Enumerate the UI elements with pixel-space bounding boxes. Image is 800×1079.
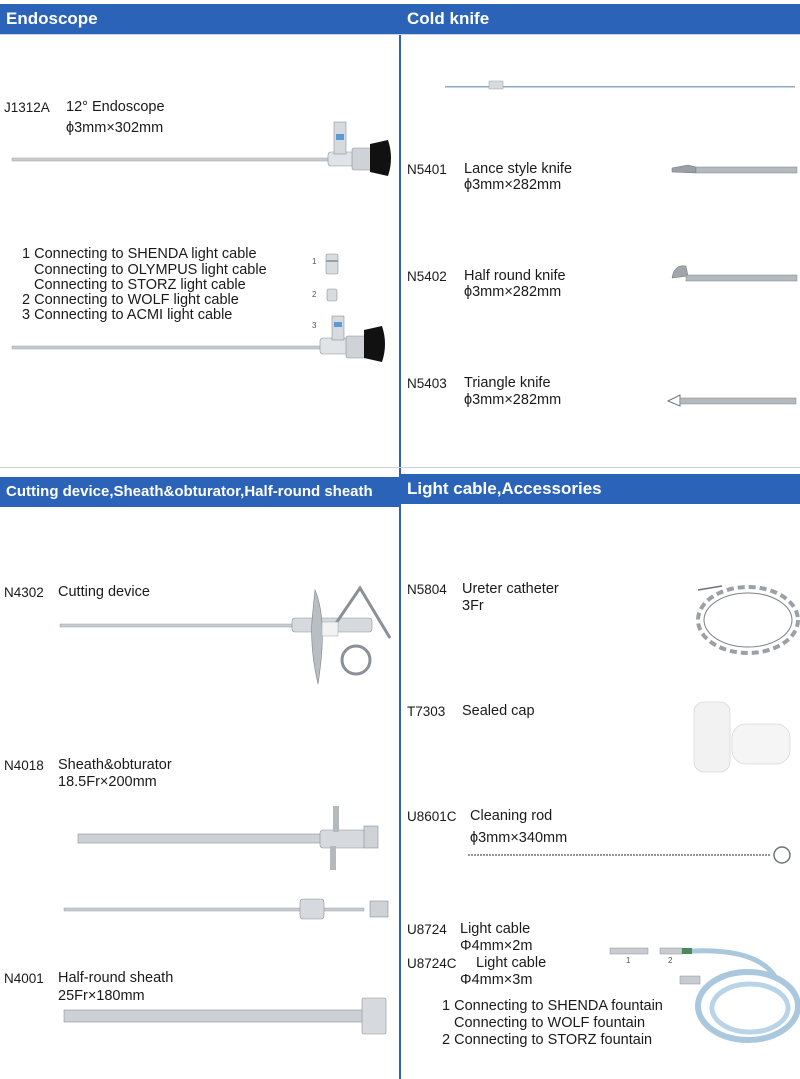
obturator-image (64, 895, 384, 925)
cutting-1-code: N4302 (4, 585, 44, 600)
half-round-sheath-image (64, 994, 394, 1040)
knife-1-code: N5401 (407, 162, 447, 177)
section-header-cold-knife: Cold knife (401, 4, 800, 34)
cutting-3-dim: 25Fr×180mm (58, 988, 145, 1004)
endoscope-code: J1312A (4, 100, 50, 115)
adapter-1-image (325, 252, 339, 276)
accessory-2-code: T7303 (407, 704, 446, 719)
knife-3-dim: ϕ3mm×282mm (464, 392, 562, 408)
knife-1-name: Lance style knife (464, 161, 573, 177)
cutting-device-image (60, 580, 400, 690)
accessory-1-name: Ureter catheter (462, 581, 559, 597)
section-header-light: Light cable,Accessories (401, 474, 800, 504)
endoscope-note-1: 1 Connecting to SHENDA light cable (22, 246, 257, 262)
endoscope-image (10, 118, 400, 188)
endoscope-note-5: 3 Connecting to ACMI light cable (22, 307, 233, 323)
light-cable-1-name: Light cable (460, 921, 531, 937)
cleaning-rod-image (468, 846, 798, 866)
section-header-endoscope: Endoscope (0, 4, 399, 34)
ureter-catheter-image (692, 578, 800, 658)
light-cable-2-dim: Φ4mm×3m (460, 972, 533, 988)
accessory-3-name: Cleaning rod (470, 808, 553, 824)
adapter-label-1: 1 (312, 257, 317, 266)
cutting-1-name: Cutting device (58, 584, 150, 600)
knife-1-image (672, 162, 797, 178)
light-cable-2-code: U8724C (407, 956, 457, 971)
light-note-1: 1 Connecting to SHENDA fountain (442, 998, 663, 1014)
endoscope-note-4: 2 Connecting to WOLF light cable (22, 292, 239, 308)
knife-2-image (672, 262, 797, 286)
knife-3-name: Triangle knife (464, 375, 551, 391)
knife-3-image (668, 394, 796, 408)
adapter-label-3: 3 (312, 321, 317, 330)
section-header-cutting: Cutting device,Sheath&obturator,Half-round sheath (0, 477, 399, 507)
sealed-cap-image (690, 698, 800, 778)
light-cable-1-dim: Φ4mm×2m (460, 938, 533, 954)
cutting-2-name: Sheath&obturator (58, 757, 172, 773)
knife-1-dim: ϕ3mm×282mm (464, 177, 562, 193)
separator-top (0, 34, 800, 35)
separator-middle (0, 467, 800, 468)
knife-2-code: N5402 (407, 269, 447, 284)
cutting-2-code: N4018 (4, 758, 44, 773)
adapter-2-image (326, 288, 338, 302)
light-note-2: Connecting to WOLF fountain (454, 1015, 646, 1031)
light-note-3: 2 Connecting to STORZ fountain (442, 1032, 653, 1048)
light-cable-1-code: U8724 (407, 922, 447, 937)
light-label-1: 1 (626, 956, 631, 965)
endoscope-note-3: Connecting to STORZ light cable (34, 277, 246, 293)
endoscope-name: 12° Endoscope (66, 99, 165, 115)
light-cable-2-name: Light cable (476, 955, 547, 971)
endoscope-note-2: Connecting to OLYMPUS light cable (34, 262, 267, 278)
adapter-label-2: 2 (312, 290, 317, 299)
cutting-3-name: Half-round sheath (58, 970, 174, 986)
cutting-2-dim: 18.5Fr×200mm (58, 774, 157, 790)
sheath-image (78, 802, 398, 882)
endoscope-assembly-image (10, 312, 400, 372)
knife-2-name: Half round knife (464, 268, 566, 284)
endoscope-dim: ϕ3mm×302mm (66, 120, 164, 136)
knife-2-dim: ϕ3mm×282mm (464, 284, 562, 300)
accessory-2-name: Sealed cap (462, 703, 535, 719)
knife-3-code: N5403 (407, 376, 447, 391)
accessory-1-code: N5804 (407, 582, 447, 597)
cutting-3-code: N4001 (4, 971, 44, 986)
cold-knife-overview-image (445, 80, 795, 92)
accessory-1-dim: 3Fr (462, 598, 484, 614)
accessory-3-code: U8601C (407, 809, 457, 824)
accessory-3-dim: ϕ3mm×340mm (470, 830, 568, 846)
light-label-2: 2 (668, 956, 673, 965)
